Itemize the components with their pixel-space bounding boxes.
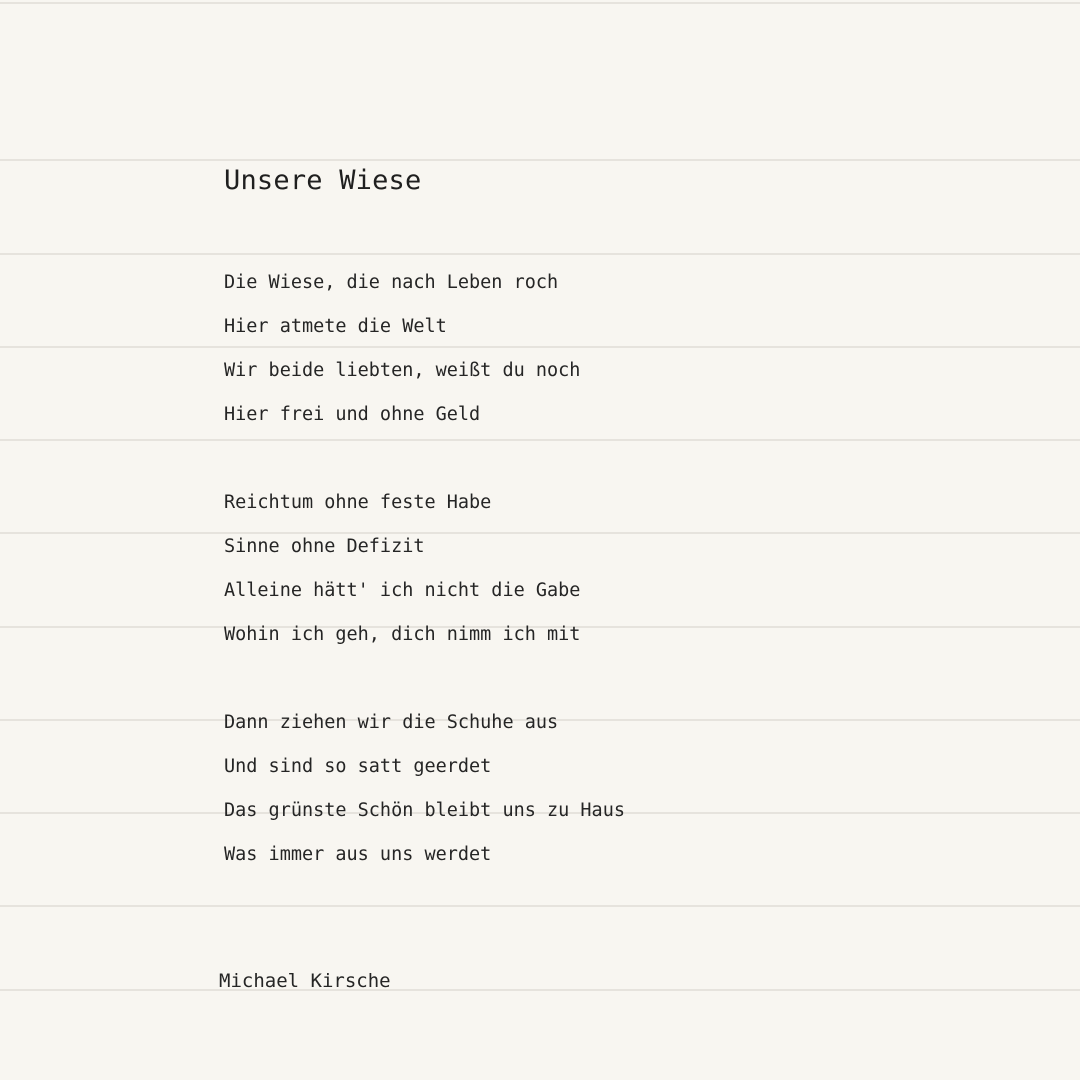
ruled-line — [0, 159, 1080, 161]
poem-line: Wir beide liebten, weißt du noch — [224, 360, 581, 381]
poem-line: Dann ziehen wir die Schuhe aus — [224, 712, 559, 733]
ruled-line — [0, 989, 1080, 991]
author-name: Michael Kirsche — [219, 970, 391, 992]
poem-line: Und sind so satt geerdet — [224, 756, 492, 777]
ruled-line — [0, 253, 1080, 255]
ruled-line — [0, 439, 1080, 441]
poem-line: Die Wiese, die nach Leben roch — [224, 272, 559, 293]
poem-line: Hier frei und ohne Geld — [224, 404, 481, 425]
ruled-line — [0, 905, 1080, 907]
poem-line: Was immer aus uns werdet — [224, 844, 492, 865]
stanza-1 — [224, 261, 580, 437]
poem-line: Wohin ich geh, dich nimm ich mit — [224, 624, 581, 645]
poem-line: Reichtum ohne feste Habe — [224, 492, 492, 513]
ruled-line — [0, 2, 1080, 4]
poem-title: Unsere Wiese — [224, 165, 422, 196]
stanza-2 — [224, 481, 580, 657]
poem-line: Sinne ohne Defizit — [224, 536, 425, 557]
poem-line: Das grünste Schön bleibt uns zu Haus — [224, 800, 625, 821]
stanza-3 — [224, 701, 625, 877]
poem-line: Hier atmete die Welt — [224, 316, 447, 337]
poem-line: Alleine hätt' ich nicht die Gabe — [224, 580, 581, 601]
